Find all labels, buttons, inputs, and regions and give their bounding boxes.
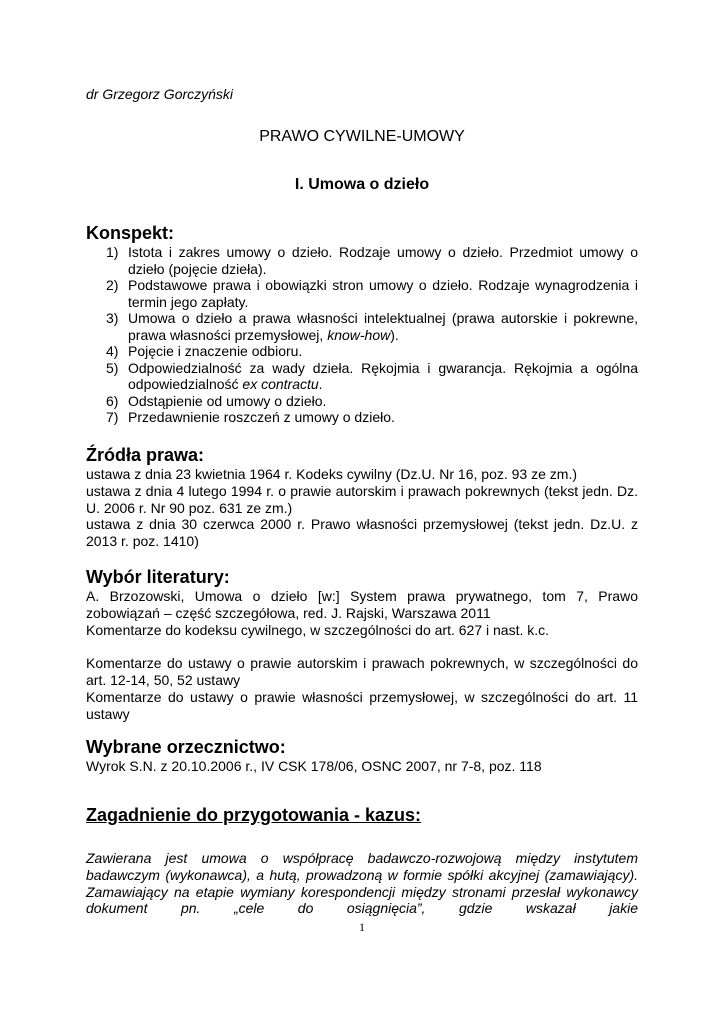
konspekt-item-text: ). bbox=[390, 326, 399, 343]
konspekt-item bbox=[86, 343, 638, 360]
konspekt-item-number: 2) bbox=[106, 277, 119, 293]
literatura-heading: Wybór literatury: bbox=[86, 567, 230, 587]
konspekt-item-number: 6) bbox=[106, 392, 119, 409]
literatura-line: A. Brzozowski, Umowa o dzieło [w:] System prawa prywatnego, tom 7, Prawo zobowiązań – część szczegółowa, red. J. Rajski, Warszawa 2011 bbox=[86, 588, 638, 621]
author: dr Grzegorz Gorczyński bbox=[86, 86, 234, 102]
zagadnienie-heading: Zagadnienie do przygotowania - kazus: bbox=[86, 805, 422, 825]
kazus-text: Zawierana jest umowa o współpracę badawczo-rozwojową między instytutem badawczym (wykonawca), a hutą, prowadzoną w formie spółki akcyjnej (zamawiający). Zamawiający na etapie wymiany korespondencji między stronami przesłał wykonawcy dokument pn. „cele do osiągnięcia”, gdzie wskazał jakie bbox=[86, 850, 638, 917]
konspekt-heading: Konspekt: bbox=[86, 223, 175, 243]
konspekt-item-number: 7) bbox=[106, 409, 119, 425]
konspekt-list bbox=[86, 244, 638, 426]
zrodla-heading: Źródła prawa: bbox=[86, 445, 205, 465]
literatura-section bbox=[86, 566, 638, 723]
konspekt-item-number: 3) bbox=[106, 310, 119, 326]
konspekt-item bbox=[86, 277, 638, 310]
konspekt-item-text: Pojęcie i znaczenie odbioru. bbox=[128, 343, 303, 359]
zrodla-line: ustawa z dnia 23 kwietnia 1964 r. Kodeks cywilny (Dz.U. Nr 16, poz. 93 ze zm.) bbox=[86, 466, 577, 482]
orzecznictwo-section bbox=[86, 736, 638, 775]
orzecznictwo-heading: Wybrane orzecznictwo: bbox=[86, 737, 286, 757]
konspekt-item-number: 4) bbox=[106, 343, 119, 359]
literatura-line: Komentarze do ustawy o prawie własności przemysłowej, w szczególności do art. 11 ustawy bbox=[86, 688, 638, 722]
konspekt-item-text: . bbox=[318, 376, 323, 392]
konspekt-item-text: Umowa o dzieło a prawa własności intelektualnej (prawa autorskie i pokrewne, prawa własności przemysłowej, bbox=[128, 310, 638, 343]
konspekt-item-number: 1) bbox=[106, 244, 119, 260]
orzecznictwo-line: Wyrok S.N. z 20.10.2006 r., IV CSK 178/06, OSNC 2007, nr 7-8, poz. 118 bbox=[86, 758, 542, 774]
konspekt-item-number: 5) bbox=[106, 359, 119, 376]
konspekt-item-text: Odpowiedzialność za wady dzieła. Rękojmia i gwarancja. Rękojmia a ogólna odpowiedzialność bbox=[128, 359, 638, 392]
konspekt-item-text: Odstąpienie od umowy o dzieło. bbox=[128, 392, 327, 409]
konspekt-item-text: ex contractu bbox=[242, 376, 319, 392]
konspekt-item bbox=[86, 310, 638, 343]
zrodla-line: ustawa z dnia 4 lutego 1994 r. o prawie autorskim i prawach pokrewnych (tekst jedn. Dz. U. 2006 r. Nr 90 poz. 631 ze zm.) bbox=[86, 482, 638, 516]
konspekt-item bbox=[86, 393, 638, 410]
page-number: 1 bbox=[359, 920, 365, 934]
zagadnienie-heading-block bbox=[86, 804, 638, 826]
zrodla-line: ustawa z dnia 30 czerwca 2000 r. Prawo własności przemysłowej (tekst jedn. Dz.U. z 2013 r. poz. 1410) bbox=[86, 516, 638, 550]
literatura-line: Komentarze do ustawy o prawie autorskim i prawach pokrewnych, w szczególności do art. 12-14, 50, 52 ustawy bbox=[86, 655, 638, 689]
konspekt-section bbox=[86, 222, 638, 426]
zagadnienie-section bbox=[86, 850, 638, 917]
konspekt-item-text: know-how bbox=[327, 326, 391, 343]
literatura-line: Komentarze do kodeksu cywilnego, w szczególności do art. 627 i nast. k.c. bbox=[86, 621, 550, 638]
konspekt-item-text: Istota i zakres umowy o dzieło. Rodzaje umowy o dzieło. Przedmiot umowy o dzieło (pojęcie dzieła). bbox=[128, 244, 638, 277]
document-subtitle: I. Umowa o dzieło bbox=[294, 176, 430, 193]
document-title: PRAWO CYWILNE-UMOWY bbox=[259, 128, 465, 145]
zrodla-section bbox=[86, 444, 638, 550]
konspekt-item bbox=[86, 360, 638, 393]
literatura-spacer bbox=[86, 638, 638, 655]
konspekt-item bbox=[86, 244, 638, 277]
konspekt-item-text: Przedawnienie roszczeń z umowy o dzieło. bbox=[128, 409, 395, 425]
konspekt-item bbox=[86, 409, 638, 426]
konspekt-item-text: Podstawowe prawa i obowiązki stron umowy o dzieło. Rodzaje wynagrodzenia i termin jego zapłaty. bbox=[128, 277, 638, 310]
